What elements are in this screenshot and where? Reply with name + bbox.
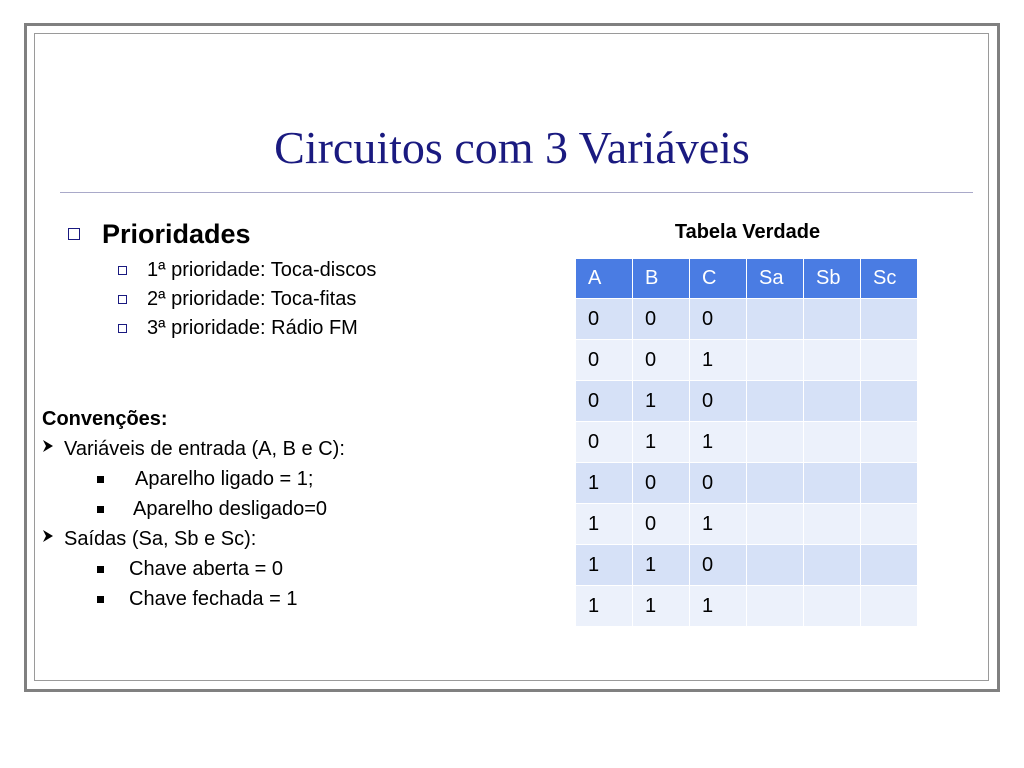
table-cell: 0 xyxy=(633,463,690,504)
table-cell xyxy=(861,545,918,586)
table-cell xyxy=(804,463,861,504)
outputs-label-line xyxy=(42,524,345,554)
table-cell: 1 xyxy=(633,381,690,422)
input-convention-text: Aparelho ligado = 1; xyxy=(135,468,314,490)
table-cell: 0 xyxy=(633,340,690,381)
table-row xyxy=(576,463,918,504)
table-cell xyxy=(747,422,804,463)
table-row xyxy=(576,586,918,627)
priorities-heading-text: Prioridades xyxy=(102,219,251,249)
table-cell xyxy=(747,545,804,586)
column-header: Sc xyxy=(861,259,918,299)
table-cell: 1 xyxy=(690,340,747,381)
filled-square-icon xyxy=(97,506,104,513)
table-cell: 0 xyxy=(576,422,633,463)
table-row xyxy=(576,545,918,586)
table-cell: 1 xyxy=(633,545,690,586)
table-cell xyxy=(861,381,918,422)
table-cell xyxy=(804,422,861,463)
column-header: C xyxy=(690,259,747,299)
hollow-square-icon xyxy=(118,295,127,304)
column-header: B xyxy=(633,259,690,299)
output-convention-item xyxy=(42,584,345,614)
column-header: A xyxy=(576,259,633,299)
input-convention-text: Aparelho desligado=0 xyxy=(133,498,328,520)
truth-table xyxy=(575,258,918,627)
table-row xyxy=(576,422,918,463)
priority-item xyxy=(118,285,376,314)
output-convention-text: Chave fechada = 1 xyxy=(129,588,298,610)
table-row xyxy=(576,504,918,545)
table-cell: 1 xyxy=(690,586,747,627)
slide-title: Circuitos com 3 Variáveis xyxy=(274,122,750,173)
priority-item xyxy=(118,314,376,343)
table-header-row xyxy=(576,259,918,299)
table-cell: 0 xyxy=(690,545,747,586)
conventions-block xyxy=(42,404,345,614)
table-row xyxy=(576,381,918,422)
table-cell xyxy=(861,504,918,545)
column-header: Sb xyxy=(804,259,861,299)
table-cell: 0 xyxy=(576,299,633,340)
priority-item xyxy=(118,256,376,285)
table-cell: 0 xyxy=(576,381,633,422)
hollow-square-icon xyxy=(68,228,80,240)
title-divider xyxy=(60,192,973,193)
filled-square-icon xyxy=(97,566,104,573)
table-cell xyxy=(804,545,861,586)
table-cell: 0 xyxy=(633,299,690,340)
priorities-list xyxy=(118,256,376,343)
priority-item-text: 1ª prioridade: Toca-discos xyxy=(147,259,377,281)
table-cell: 0 xyxy=(690,299,747,340)
table-row xyxy=(576,340,918,381)
table-cell xyxy=(747,463,804,504)
arrow-right-icon xyxy=(42,524,56,554)
table-cell xyxy=(747,504,804,545)
table-cell: 1 xyxy=(576,463,633,504)
column-header: Sa xyxy=(747,259,804,299)
table-cell xyxy=(861,586,918,627)
priority-item-text: 2ª prioridade: Toca-fitas xyxy=(147,288,357,310)
conventions-heading: Convenções: xyxy=(42,408,168,430)
table-cell xyxy=(804,340,861,381)
table-cell xyxy=(804,504,861,545)
table-cell xyxy=(804,381,861,422)
table-cell: 0 xyxy=(633,504,690,545)
table-title: Tabela Verdade xyxy=(674,221,821,243)
priorities-heading xyxy=(68,217,251,251)
filled-square-icon xyxy=(97,476,104,483)
table-cell: 1 xyxy=(576,586,633,627)
inputs-label: Variáveis de entrada (A, B e C): xyxy=(64,438,345,460)
arrow-right-icon xyxy=(42,434,56,464)
table-cell: 1 xyxy=(690,422,747,463)
hollow-square-icon xyxy=(118,266,127,275)
table-cell: 1 xyxy=(633,422,690,463)
table-row xyxy=(576,299,918,340)
table-cell: 1 xyxy=(576,504,633,545)
hollow-square-icon xyxy=(118,324,127,333)
table-cell xyxy=(747,381,804,422)
table-cell xyxy=(861,299,918,340)
priority-item-text: 3ª prioridade: Rádio FM xyxy=(147,317,358,339)
table-cell xyxy=(747,586,804,627)
inputs-label-line xyxy=(42,434,345,464)
table-cell xyxy=(861,463,918,504)
table-cell xyxy=(861,422,918,463)
table-cell xyxy=(861,340,918,381)
table-cell xyxy=(747,299,804,340)
table-cell xyxy=(804,299,861,340)
outputs-label: Saídas (Sa, Sb e Sc): xyxy=(64,528,257,550)
table-cell: 0 xyxy=(690,463,747,504)
table-cell: 1 xyxy=(576,545,633,586)
table-cell: 1 xyxy=(690,504,747,545)
table-cell: 0 xyxy=(690,381,747,422)
table-cell: 1 xyxy=(633,586,690,627)
output-convention-text: Chave aberta = 0 xyxy=(129,558,283,580)
output-convention-item xyxy=(42,554,345,584)
table-cell xyxy=(804,586,861,627)
input-convention-item xyxy=(42,494,345,524)
input-convention-item xyxy=(42,464,345,494)
table-cell: 0 xyxy=(576,340,633,381)
filled-square-icon xyxy=(97,596,104,603)
table-cell xyxy=(747,340,804,381)
